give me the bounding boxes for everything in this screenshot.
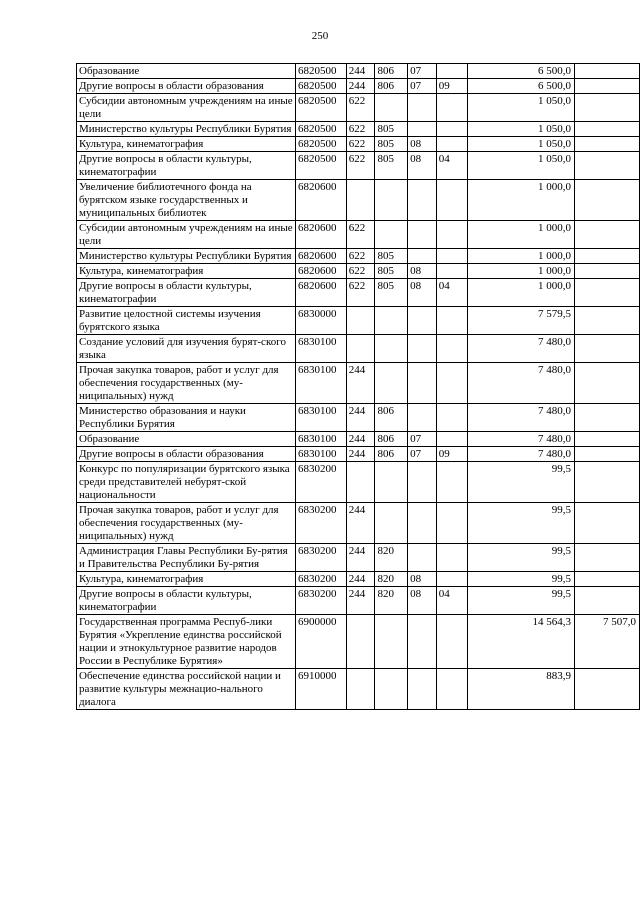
ministry-code-cell xyxy=(375,335,408,363)
target-article-code-cell: 6820600 xyxy=(295,264,346,279)
ministry-code-cell: 806 xyxy=(375,404,408,432)
federal-amount-cell xyxy=(574,404,639,432)
item-name-cell: Министерство образования и науки Республики Бурятия xyxy=(77,404,296,432)
table-row xyxy=(77,572,640,587)
table-row xyxy=(77,432,640,447)
amount-cell: 99,5 xyxy=(468,503,575,544)
table-row xyxy=(77,152,640,180)
subsection-code-cell xyxy=(436,363,468,404)
item-name-cell: Культура, кинематография xyxy=(77,572,296,587)
expense-type-code-cell: 244 xyxy=(346,432,375,447)
subsection-code-cell xyxy=(436,64,468,79)
expense-type-code-cell: 244 xyxy=(346,544,375,572)
federal-amount-cell xyxy=(574,432,639,447)
table-row xyxy=(77,249,640,264)
section-code-cell xyxy=(408,221,437,249)
ministry-code-cell xyxy=(375,221,408,249)
table-row xyxy=(77,180,640,221)
ministry-code-cell xyxy=(375,615,408,669)
ministry-code-cell: 820 xyxy=(375,587,408,615)
subsection-code-cell xyxy=(436,264,468,279)
section-code-cell xyxy=(408,544,437,572)
target-article-code-cell: 6830000 xyxy=(295,307,346,335)
section-code-cell xyxy=(408,503,437,544)
expense-type-code-cell: 244 xyxy=(346,79,375,94)
table-row xyxy=(77,669,640,710)
expense-type-code-cell xyxy=(346,307,375,335)
expense-type-code-cell xyxy=(346,669,375,710)
expense-type-code-cell: 622 xyxy=(346,94,375,122)
table-row xyxy=(77,94,640,122)
amount-cell: 6 500,0 xyxy=(468,79,575,94)
target-article-code-cell: 6830200 xyxy=(295,572,346,587)
federal-amount-cell xyxy=(574,462,639,503)
subsection-code-cell xyxy=(436,572,468,587)
target-article-code-cell: 6820500 xyxy=(295,64,346,79)
federal-amount-cell xyxy=(574,447,639,462)
section-code-cell xyxy=(408,249,437,264)
subsection-code-cell: 09 xyxy=(436,79,468,94)
item-name-cell: Создание условий для изучения бурят-ского языка xyxy=(77,335,296,363)
amount-cell: 1 000,0 xyxy=(468,180,575,221)
table-row xyxy=(77,587,640,615)
expense-type-code-cell: 244 xyxy=(346,447,375,462)
item-name-cell: Другие вопросы в области культуры, кинематографии xyxy=(77,152,296,180)
expense-type-code-cell: 622 xyxy=(346,137,375,152)
ministry-code-cell: 805 xyxy=(375,264,408,279)
section-code-cell xyxy=(408,404,437,432)
target-article-code-cell: 6830200 xyxy=(295,587,346,615)
table-row xyxy=(77,335,640,363)
amount-cell: 7 579,5 xyxy=(468,307,575,335)
amount-cell: 1 050,0 xyxy=(468,152,575,180)
section-code-cell: 08 xyxy=(408,264,437,279)
expense-type-code-cell: 622 xyxy=(346,264,375,279)
target-article-code-cell: 6820600 xyxy=(295,180,346,221)
ministry-code-cell: 820 xyxy=(375,572,408,587)
table-row xyxy=(77,503,640,544)
item-name-cell: Другие вопросы в области образования xyxy=(77,79,296,94)
ministry-code-cell: 820 xyxy=(375,544,408,572)
item-name-cell: Увеличение библиотечного фонда на бурятском языке государственных и муниципальных библиотек xyxy=(77,180,296,221)
subsection-code-cell: 04 xyxy=(436,279,468,307)
subsection-code-cell xyxy=(436,307,468,335)
subsection-code-cell xyxy=(436,335,468,363)
amount-cell: 1 000,0 xyxy=(468,249,575,264)
subsection-code-cell xyxy=(436,669,468,710)
federal-amount-cell xyxy=(574,221,639,249)
target-article-code-cell: 6830200 xyxy=(295,503,346,544)
target-article-code-cell: 6820500 xyxy=(295,94,346,122)
target-article-code-cell: 6830200 xyxy=(295,462,346,503)
ministry-code-cell xyxy=(375,503,408,544)
section-code-cell xyxy=(408,122,437,137)
section-code-cell xyxy=(408,462,437,503)
amount-cell: 99,5 xyxy=(468,462,575,503)
amount-cell: 883,9 xyxy=(468,669,575,710)
target-article-code-cell: 6910000 xyxy=(295,669,346,710)
section-code-cell xyxy=(408,335,437,363)
target-article-code-cell: 6820500 xyxy=(295,79,346,94)
expense-type-code-cell xyxy=(346,615,375,669)
section-code-cell xyxy=(408,363,437,404)
amount-cell: 99,5 xyxy=(468,572,575,587)
item-name-cell: Обеспечение единства российской нации и развитие культуры межнацио-нального диалога xyxy=(77,669,296,710)
target-article-code-cell: 6820600 xyxy=(295,221,346,249)
section-code-cell xyxy=(408,180,437,221)
amount-cell: 1 050,0 xyxy=(468,137,575,152)
ministry-code-cell xyxy=(375,180,408,221)
table-row xyxy=(77,363,640,404)
section-code-cell: 08 xyxy=(408,279,437,307)
table-row xyxy=(77,122,640,137)
target-article-code-cell: 6830200 xyxy=(295,544,346,572)
ministry-code-cell: 806 xyxy=(375,79,408,94)
subsection-code-cell xyxy=(436,462,468,503)
table-row xyxy=(77,137,640,152)
section-code-cell: 07 xyxy=(408,432,437,447)
federal-amount-cell xyxy=(574,572,639,587)
amount-cell: 7 480,0 xyxy=(468,447,575,462)
ministry-code-cell xyxy=(375,462,408,503)
section-code-cell: 07 xyxy=(408,64,437,79)
ministry-code-cell xyxy=(375,94,408,122)
section-code-cell xyxy=(408,669,437,710)
item-name-cell: Субсидии автономным учреждениям на иные цели xyxy=(77,94,296,122)
subsection-code-cell: 04 xyxy=(436,152,468,180)
table-body xyxy=(77,64,640,710)
target-article-code-cell: 6820500 xyxy=(295,137,346,152)
federal-amount-cell xyxy=(574,587,639,615)
amount-cell: 1 000,0 xyxy=(468,264,575,279)
subsection-code-cell xyxy=(436,94,468,122)
item-name-cell: Образование xyxy=(77,432,296,447)
subsection-code-cell xyxy=(436,404,468,432)
expense-type-code-cell: 622 xyxy=(346,122,375,137)
federal-amount-cell xyxy=(574,279,639,307)
ministry-code-cell xyxy=(375,363,408,404)
expense-type-code-cell: 244 xyxy=(346,503,375,544)
table-row xyxy=(77,279,640,307)
expense-type-code-cell: 622 xyxy=(346,279,375,307)
federal-amount-cell xyxy=(574,180,639,221)
subsection-code-cell xyxy=(436,122,468,137)
federal-amount-cell xyxy=(574,137,639,152)
expense-type-code-cell: 622 xyxy=(346,249,375,264)
expense-type-code-cell xyxy=(346,462,375,503)
section-code-cell: 07 xyxy=(408,447,437,462)
amount-cell: 1 000,0 xyxy=(468,221,575,249)
section-code-cell xyxy=(408,615,437,669)
subsection-code-cell xyxy=(436,432,468,447)
federal-amount-cell xyxy=(574,79,639,94)
amount-cell: 7 480,0 xyxy=(468,335,575,363)
subsection-code-cell xyxy=(436,503,468,544)
target-article-code-cell: 6900000 xyxy=(295,615,346,669)
section-code-cell xyxy=(408,94,437,122)
table-row xyxy=(77,264,640,279)
item-name-cell: Министерство культуры Республики Бурятия xyxy=(77,122,296,137)
item-name-cell: Субсидии автономным учреждениям на иные цели xyxy=(77,221,296,249)
amount-cell: 7 480,0 xyxy=(468,404,575,432)
ministry-code-cell: 806 xyxy=(375,432,408,447)
ministry-code-cell xyxy=(375,307,408,335)
target-article-code-cell: 6820500 xyxy=(295,122,346,137)
amount-cell: 1 000,0 xyxy=(468,279,575,307)
item-name-cell: Администрация Главы Республики Бу-рятия и Правительства Республики Бу-рятия xyxy=(77,544,296,572)
amount-cell: 7 480,0 xyxy=(468,432,575,447)
item-name-cell: Культура, кинематография xyxy=(77,137,296,152)
subsection-code-cell xyxy=(436,615,468,669)
subsection-code-cell: 04 xyxy=(436,587,468,615)
target-article-code-cell: 6830100 xyxy=(295,363,346,404)
amount-cell: 99,5 xyxy=(468,544,575,572)
table-row xyxy=(77,307,640,335)
amount-cell: 7 480,0 xyxy=(468,363,575,404)
expense-type-code-cell: 244 xyxy=(346,64,375,79)
subsection-code-cell xyxy=(436,249,468,264)
item-name-cell: Другие вопросы в области образования xyxy=(77,447,296,462)
item-name-cell: Образование xyxy=(77,64,296,79)
amount-cell: 14 564,3 xyxy=(468,615,575,669)
expense-type-code-cell: 244 xyxy=(346,404,375,432)
federal-amount-cell xyxy=(574,64,639,79)
subsection-code-cell xyxy=(436,544,468,572)
section-code-cell: 08 xyxy=(408,587,437,615)
item-name-cell: Министерство культуры Республики Бурятия xyxy=(77,249,296,264)
table-row xyxy=(77,462,640,503)
subsection-code-cell xyxy=(436,137,468,152)
table-row xyxy=(77,221,640,249)
amount-cell: 99,5 xyxy=(468,587,575,615)
expense-type-code-cell: 244 xyxy=(346,587,375,615)
expense-type-code-cell: 244 xyxy=(346,572,375,587)
expense-type-code-cell xyxy=(346,180,375,221)
item-name-cell: Государственная программа Респуб-лики Бурятия «Укрепление единства российской нации и этнокультурное развитие народов России в Республике Бурятия» xyxy=(77,615,296,669)
table-row xyxy=(77,79,640,94)
federal-amount-cell xyxy=(574,249,639,264)
item-name-cell: Культура, кинематография xyxy=(77,264,296,279)
target-article-code-cell: 6820600 xyxy=(295,249,346,264)
ministry-code-cell: 806 xyxy=(375,447,408,462)
amount-cell: 1 050,0 xyxy=(468,122,575,137)
table-row xyxy=(77,447,640,462)
federal-amount-cell xyxy=(574,122,639,137)
item-name-cell: Конкурс по популяризации бурятского языка среди представителей небурят-ской национальности xyxy=(77,462,296,503)
federal-amount-cell: 7 507,0 xyxy=(574,615,639,669)
amount-cell: 6 500,0 xyxy=(468,64,575,79)
table-row xyxy=(77,544,640,572)
target-article-code-cell: 6820500 xyxy=(295,152,346,180)
target-article-code-cell: 6830100 xyxy=(295,432,346,447)
item-name-cell: Прочая закупка товаров, работ и услуг для обеспечения государственных (му-ниципальных) нужд xyxy=(77,503,296,544)
item-name-cell: Другие вопросы в области культуры, кинематографии xyxy=(77,279,296,307)
ministry-code-cell: 805 xyxy=(375,122,408,137)
federal-amount-cell xyxy=(574,264,639,279)
ministry-code-cell xyxy=(375,669,408,710)
federal-amount-cell xyxy=(574,307,639,335)
federal-amount-cell xyxy=(574,94,639,122)
expense-type-code-cell: 622 xyxy=(346,152,375,180)
federal-amount-cell xyxy=(574,363,639,404)
subsection-code-cell xyxy=(436,180,468,221)
target-article-code-cell: 6830100 xyxy=(295,404,346,432)
federal-amount-cell xyxy=(574,152,639,180)
federal-amount-cell xyxy=(574,335,639,363)
ministry-code-cell: 805 xyxy=(375,137,408,152)
item-name-cell: Другие вопросы в области культуры, кинематографии xyxy=(77,587,296,615)
target-article-code-cell: 6820600 xyxy=(295,279,346,307)
expense-type-code-cell: 622 xyxy=(346,221,375,249)
section-code-cell xyxy=(408,307,437,335)
table-row xyxy=(77,64,640,79)
item-name-cell: Развитие целостной системы изучения бурятского языка xyxy=(77,307,296,335)
section-code-cell: 08 xyxy=(408,572,437,587)
budget-table xyxy=(76,63,640,710)
ministry-code-cell: 805 xyxy=(375,249,408,264)
federal-amount-cell xyxy=(574,669,639,710)
section-code-cell: 08 xyxy=(408,137,437,152)
ministry-code-cell: 806 xyxy=(375,64,408,79)
target-article-code-cell: 6830100 xyxy=(295,447,346,462)
subsection-code-cell xyxy=(436,221,468,249)
item-name-cell: Прочая закупка товаров, работ и услуг для обеспечения государственных (му-ниципальных) нужд xyxy=(77,363,296,404)
target-article-code-cell: 6830100 xyxy=(295,335,346,363)
amount-cell: 1 050,0 xyxy=(468,94,575,122)
expense-type-code-cell: 244 xyxy=(346,363,375,404)
page-number: 250 xyxy=(311,30,329,42)
federal-amount-cell xyxy=(574,503,639,544)
section-code-cell: 08 xyxy=(408,152,437,180)
table-row xyxy=(77,615,640,669)
subsection-code-cell: 09 xyxy=(436,447,468,462)
federal-amount-cell xyxy=(574,544,639,572)
section-code-cell: 07 xyxy=(408,79,437,94)
ministry-code-cell: 805 xyxy=(375,279,408,307)
expense-type-code-cell xyxy=(346,335,375,363)
ministry-code-cell: 805 xyxy=(375,152,408,180)
table-row xyxy=(77,404,640,432)
